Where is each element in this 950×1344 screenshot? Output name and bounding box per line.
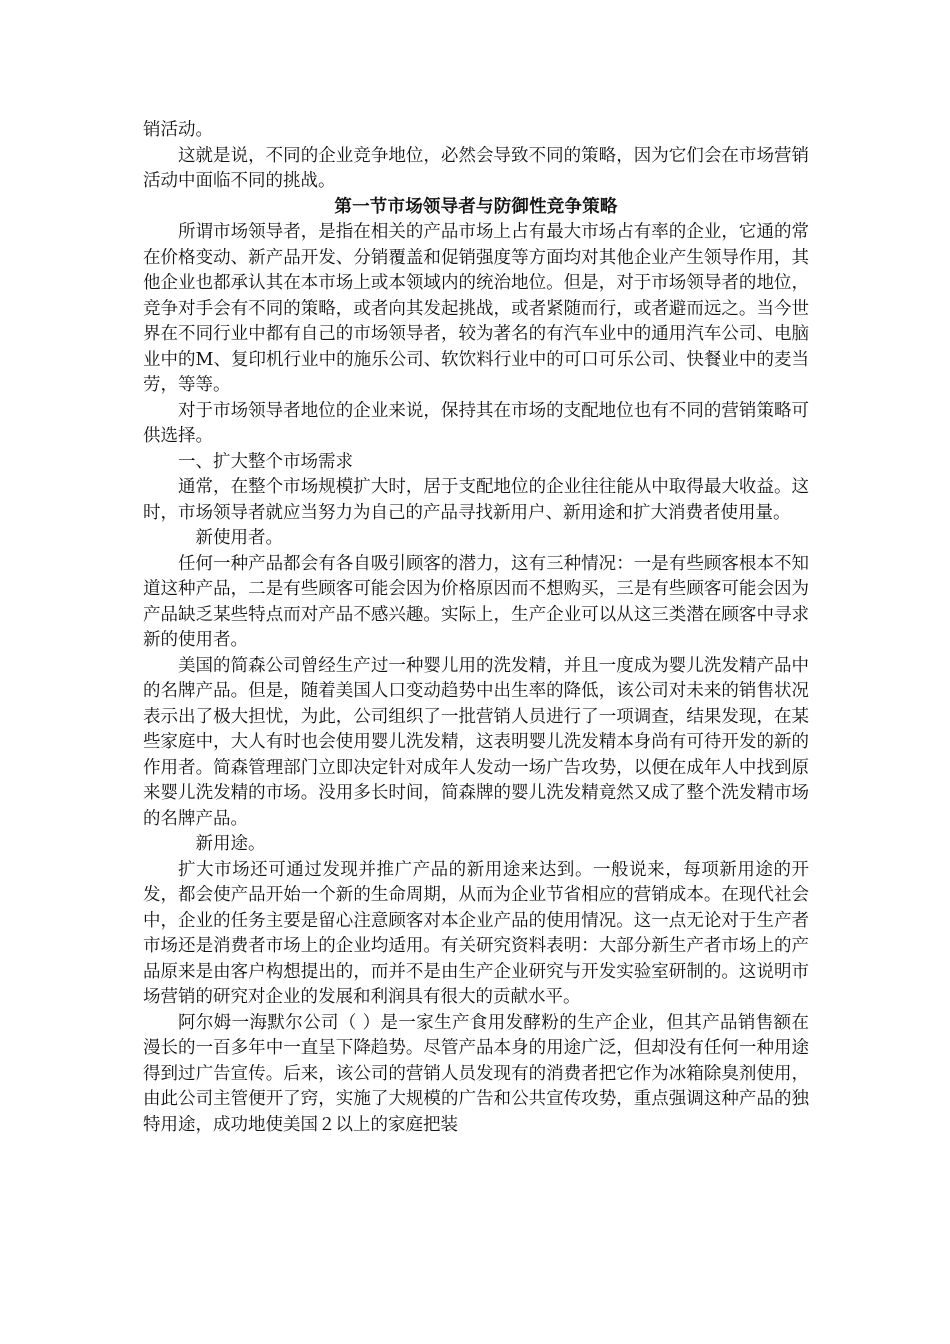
subheading-expand-market: 一、扩大整个市场需求 [178,451,353,472]
paragraph-competitive-position: 这就是说，不同的企业竞争地位，必然会导致不同的策略，因为它们会在市场营销活动中面临不同的挑战。 [143,145,809,191]
paragraph-new-uses: 扩大市场还可通过发现并推广产品的新用途来达到。一般说来，每项新用途的开发，都会使产品开始一个新的生命周期，从而为企业节省相应的营销成本。在现代社会中，企业的任务主要是留心注意顾客对本企业产品的使用情况。这一点无论对于生产者市场还是消费者市场上的企业均适用。有关研究资料表明：大部分新生产者市场上的产品原来是由客户构想提出的，而并不是由生产企业研究与开发实验室研制的。这说明市场营销的研究对企业的发展和利润具有很大的贡献水平。 [143,859,809,1007]
paragraph-arm-hammer-example: 阿尔姆一海默尔公司（ ）是一家生产食用发酵粉的生产企业，但其产品销售额在漫长的一百多年中一直呈下降趋势。尽管产品本身的用途广泛，但却没有任何一种用途得到过广告宣传。后来，该公司的营销人员发现有的消费者把它作为冰箱除臭剂使用，由此公司主管便开了窍，实施了大规模的广告和公共宣传攻势，重点强调这种产品的独特用途，成功地使美国２以上的家庭把装 [143,1012,809,1135]
subheading-new-users: 新使用者。 [195,528,283,548]
paragraph-continuation: 销活动。 [143,120,213,140]
document-body [143,118,809,1138]
paragraph-market-leader-definition: 所谓市场领导者，是指在相关的产品市场上占有最大市场占有率的企业，它通的常在价格变动、新产品开发、分销覆盖和促销强度等方面均对其他企业产生领导作用，其他企业也都承认其在本市场上或本领域内的统治地位。但是，对于市场领导者的地位，竞争对手会有不同的策略，或者向其发起挑战，或者紧随而行，或者避而远之。当今世界在不同行业中都有自己的市场领导者，较为著名的有汽车业中的通用汽车公司、电脑业中的M、复印机行业中的施乐公司、软饮料行业中的可口可乐公司、快餐业中的麦当劳，等等。 [143,222,809,395]
paragraph-johnson-example: 美国的简森公司曾经生产过一种婴儿用的洗发精，并且一度成为婴儿洗发精产品中的名牌产品。但是，随着美国人口变动趋势中出生率的降低，该公司对未来的销售状况表示出了极大担忧，为此，公司组织了一批营销人员进行了一项调查，结果发现，在某些家庭中，大人有时也会使用婴儿洗发精，这表明婴儿洗发精本身尚有可待开发的新的作用者。简森管理部门立即决定针对成年人发动一场广告攻势，以便在成年人中找到原来婴儿洗发精的市场。没用多长时间，简森牌的婴儿洗发精竟然又成了整个洗发精市场的名牌产品。 [143,655,809,829]
subheading-new-uses: 新用途。 [195,834,266,854]
paragraph-leader-strategies: 对于市场领导者地位的企业来说，保持其在市场的支配地位也有不同的营销策略可供选择。 [143,400,809,446]
section-heading: 第一节市场领导者与防御性竞争策略 [334,196,618,217]
paragraph-new-users: 任何一种产品都会有各自吸引顾客的潜力，这有三种情况：一是有些顾客根本不知道这种产品，二是有些顾客可能会因为价格原因而不想购买，三是有些顾客可能会因为产品缺乏某些特点而对产品不感兴趣。实际上，生产企业可以从这三类潜在顾客中寻求新的使用者。 [143,553,809,650]
paragraph-market-growth: 通常，在整个市场规模扩大时，居于支配地位的企业往往能从中取得最大收益。这时，市场领导者就应当努力为自己的产品寻找新用户、新用途和扩大消费者使用量。 [143,477,809,523]
